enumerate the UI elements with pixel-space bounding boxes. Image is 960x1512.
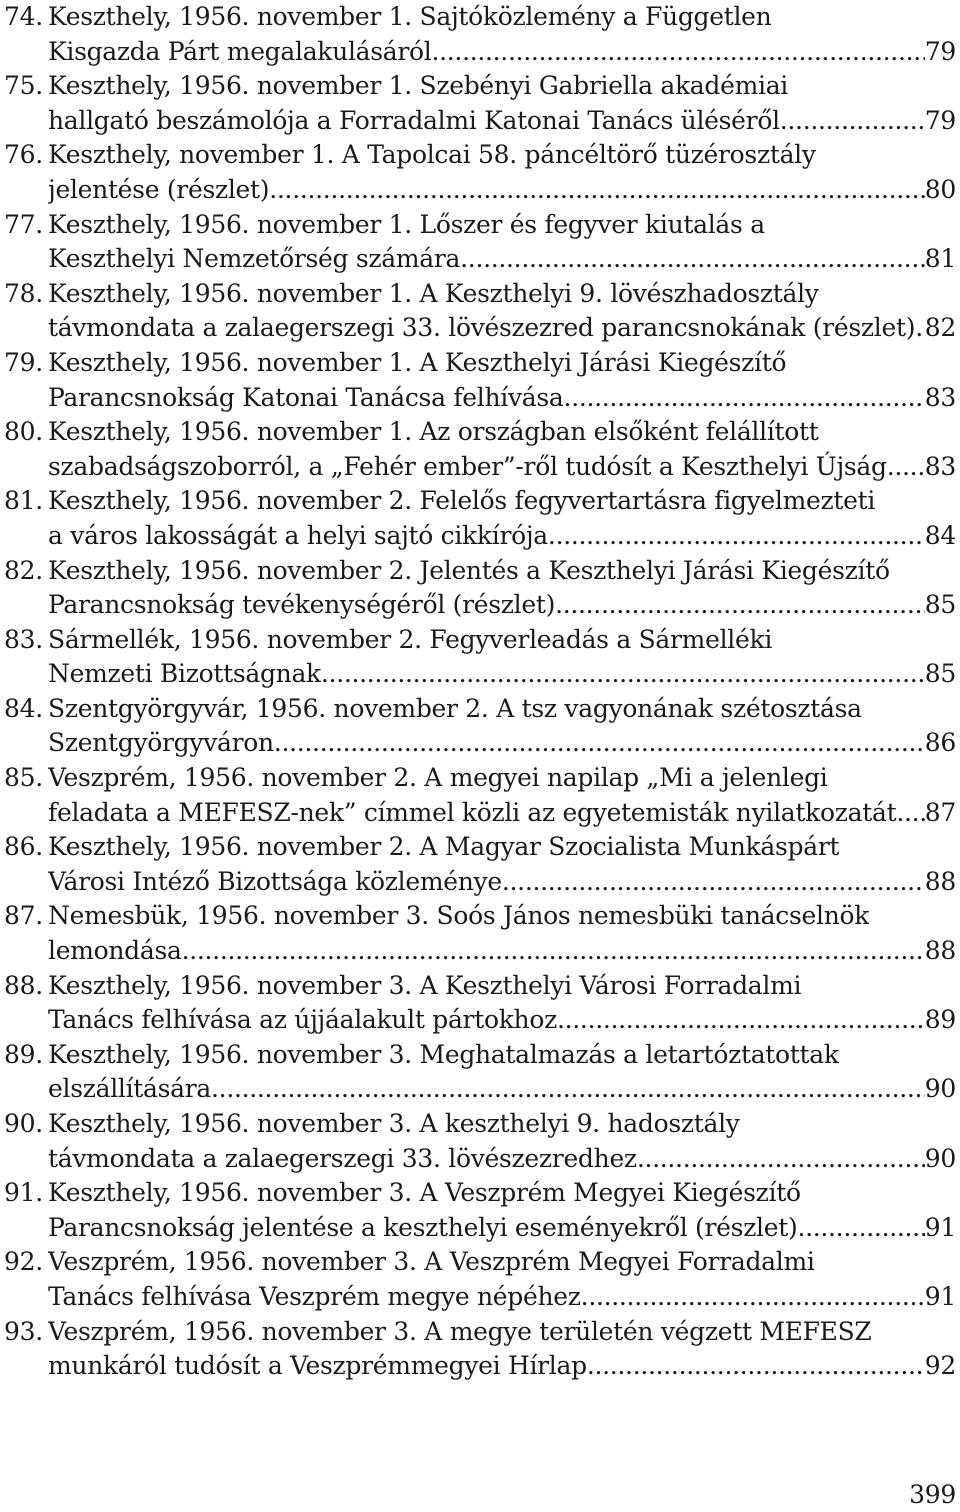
toc-entry-first-line xyxy=(4,277,956,312)
toc-entry-page: 81 xyxy=(924,244,956,274)
toc-leader-dots xyxy=(887,450,925,485)
toc-entry-second-line xyxy=(4,450,956,485)
toc-entry-title-line2: távmondata a zalaegerszegi 33. lövészezred parancsnokának (részlet) xyxy=(48,313,916,343)
toc-entry-title-line1: Veszprém, 1956. november 3. A Veszprém Megyei Forradalmi xyxy=(48,1247,815,1277)
toc-entry-number: 83. xyxy=(4,624,43,654)
toc-entry xyxy=(4,554,956,623)
toc-entry-page: 91 xyxy=(924,1212,956,1242)
toc-entry-second-line xyxy=(4,311,956,346)
toc-entry-first-line xyxy=(4,1038,956,1073)
toc-entry xyxy=(4,830,956,899)
toc-leader-dots xyxy=(557,1003,925,1038)
toc-entry-first-line xyxy=(4,1176,956,1211)
toc-entry xyxy=(4,1038,956,1107)
toc-entry-first-line xyxy=(4,899,956,934)
toc-leader-dots xyxy=(269,173,925,208)
toc-entry-number: 87. xyxy=(4,901,43,931)
toc-entry xyxy=(4,969,956,1038)
toc-entry-number: 86. xyxy=(4,832,43,862)
toc-entry-page: 86 xyxy=(924,728,956,758)
toc-entry-page: 83 xyxy=(924,451,956,481)
toc-entry-title-line1: Keszthely, 1956. november 3. Meghatalmazás a letartóztatottak xyxy=(48,1039,839,1069)
toc-entry-number: 92. xyxy=(4,1247,43,1277)
toc-entry-title-line2: szabadságszoborról, a „Fehér ember”-ről tudósít a Keszthelyi Újság xyxy=(48,451,887,481)
toc-entry-first-line xyxy=(4,69,956,104)
toc-entry-second-line xyxy=(4,865,956,900)
toc-entry-second-line xyxy=(4,1211,956,1246)
toc-leader-dots xyxy=(274,726,925,761)
toc-leader-dots xyxy=(431,35,924,70)
toc-entry-page: 90 xyxy=(924,1143,956,1173)
toc-entry-second-line xyxy=(4,1072,956,1107)
toc-leader-dots xyxy=(637,1142,925,1177)
toc-entry-second-line xyxy=(4,1003,956,1038)
toc-entry-number: 77. xyxy=(4,209,43,239)
toc-entry-page: 79 xyxy=(924,36,956,66)
toc-leader-dots xyxy=(797,1211,924,1246)
toc-entry-first-line xyxy=(4,138,956,173)
toc-entry-second-line xyxy=(4,381,956,416)
toc-entry xyxy=(4,277,956,346)
toc-entry-title-line2: Városi Intéző Bizottsága közleménye xyxy=(48,866,502,896)
table-of-contents xyxy=(4,0,956,1384)
toc-entry-second-line xyxy=(4,1142,956,1177)
toc-entry xyxy=(4,346,956,415)
toc-entry-first-line xyxy=(4,761,956,796)
toc-entry-number: 82. xyxy=(4,555,43,585)
toc-entry-second-line xyxy=(4,104,956,139)
toc-leader-dots xyxy=(321,657,925,692)
toc-entry-page: 84 xyxy=(924,520,956,550)
toc-leader-dots xyxy=(502,865,925,900)
toc-entry-title-line1: Veszprém, 1956. november 3. A megye területén végzett MEFESZ xyxy=(48,1316,872,1346)
toc-entry-number: 90. xyxy=(4,1109,43,1138)
toc-entry-page: 89 xyxy=(924,1005,956,1035)
toc-entry xyxy=(4,623,956,692)
toc-entry-second-line xyxy=(4,1280,956,1315)
toc-entry-title-line1: Keszthely, 1956. november 3. A Keszthelyi Városi Forradalmi xyxy=(48,970,802,1000)
toc-entry-first-line xyxy=(4,415,956,450)
toc-entry-title-line1: Veszprém, 1956. november 2. A megyei napilap „Mi a jelenlegi xyxy=(48,763,828,793)
toc-entry-title-line2: Szentgyörgyváron xyxy=(48,728,274,758)
toc-entry-second-line xyxy=(4,588,956,623)
toc-entry-title-line2: feladata a MEFESZ-nek” címmel közli az egyetemisták nyilatkozatát. xyxy=(48,797,904,827)
toc-entry-number: 75. xyxy=(4,71,43,101)
toc-entry-number: 81. xyxy=(4,486,43,516)
toc-entry-title-line2: jelentése (részlet) xyxy=(48,174,270,204)
toc-entry-second-line xyxy=(4,726,956,761)
toc-entry-page: 87 xyxy=(924,797,956,827)
toc-entry xyxy=(4,1107,956,1176)
toc-entry-number: 88. xyxy=(4,970,43,1000)
toc-entry-second-line xyxy=(4,242,956,277)
toc-entry-number: 85. xyxy=(4,763,43,793)
toc-entry-page: 82 xyxy=(924,313,956,343)
toc-entry-number: 80. xyxy=(4,417,43,447)
toc-entry-page: 79 xyxy=(924,105,956,135)
toc-entry-title-line1: Keszthely, november 1. A Tapolcai 58. páncéltörő tüzérosztály xyxy=(48,140,816,170)
toc-entry-title-line2: Kisgazda Párt megalakulásáról xyxy=(48,36,432,66)
toc-entry-second-line xyxy=(4,657,956,692)
toc-entry-title-line2: Parancsnokság Katonai Tanácsa felhívása xyxy=(48,382,564,412)
toc-entry-title-line2: Tanács felhívása az újjáalakult pártokhoz xyxy=(48,1005,557,1035)
toc-entry-page: 83 xyxy=(924,382,956,412)
toc-entry-number: 79. xyxy=(4,347,43,377)
toc-entry xyxy=(4,692,956,761)
toc-entry-number: 76. xyxy=(4,140,43,170)
toc-entry-first-line xyxy=(4,1315,956,1350)
toc-entry-first-line xyxy=(4,346,956,381)
toc-leader-dots xyxy=(555,588,925,623)
toc-entry-page: 92 xyxy=(924,1351,956,1381)
toc-entry-number: 78. xyxy=(4,278,43,308)
toc-entry-number: 93. xyxy=(4,1316,43,1346)
page-number: 399 xyxy=(909,1480,956,1509)
toc-entry-second-line xyxy=(4,519,956,554)
toc-entry-first-line xyxy=(4,1107,956,1142)
toc-entry-title-line2: hallgató beszámolója a Forradalmi Katonai Tanács üléséről xyxy=(48,105,780,135)
toc-entry-number: 91. xyxy=(4,1178,43,1208)
toc-entry xyxy=(4,1315,956,1384)
toc-entry xyxy=(4,0,956,69)
toc-entry-title-line2: Tanács felhívása Veszprém megye népéhez xyxy=(48,1281,581,1311)
toc-entry xyxy=(4,138,956,207)
toc-entry xyxy=(4,761,956,830)
toc-leader-dots xyxy=(548,519,925,554)
toc-entry-first-line xyxy=(4,623,956,658)
toc-entry-title-line2: elszállítására xyxy=(48,1074,212,1104)
toc-leader-dots xyxy=(904,796,925,831)
toc-entry-number: 84. xyxy=(4,693,43,723)
toc-entry-page: 85 xyxy=(924,590,956,620)
toc-entry-title-line2: a város lakosságát a helyi sajtó cikkírója xyxy=(48,520,548,550)
toc-leader-dots xyxy=(564,381,925,416)
toc-entry-number: 74. xyxy=(4,2,43,31)
toc-entry-first-line xyxy=(4,0,956,35)
toc-entry-title-line1: Keszthely, 1956. november 1. Sajtóközlemény a Független xyxy=(48,2,772,31)
toc-entry-title-line2: Parancsnokság jelentése a keszthelyi eseményekről (részlet) xyxy=(48,1212,798,1242)
toc-entry xyxy=(4,69,956,138)
toc-entry-first-line xyxy=(4,692,956,727)
toc-entry-title-line1: Keszthely, 1956. november 2. A Magyar Szocialista Munkáspárt xyxy=(48,832,840,862)
toc-entry-title-line1: Keszthely, 1956. november 2. Jelentés a Keszthelyi Járási Kiegészítő xyxy=(48,555,890,585)
toc-entry-second-line xyxy=(4,35,956,70)
toc-entry-page: 80 xyxy=(924,174,956,204)
toc-entry-title-line1: Keszthely, 1956. november 3. A keszthelyi 9. hadosztály xyxy=(48,1109,740,1138)
toc-entry-page: 90 xyxy=(924,1074,956,1104)
toc-entry-title-line1: Keszthely, 1956. november 1. A Keszthelyi 9. lövészhadosztály xyxy=(48,278,819,308)
toc-entry-page: 85 xyxy=(924,659,956,689)
toc-entry-page: 88 xyxy=(924,866,956,896)
toc-entry-title-line2: munkáról tudósít a Veszprémmegyei Hírlap xyxy=(48,1351,587,1381)
toc-entry-title-line2: távmondata a zalaegerszegi 33. lövészezredhez xyxy=(48,1143,637,1173)
toc-entry-title-line1: Keszthely, 1956. november 2. Felelős fegyvertartásra figyelmezteti xyxy=(48,486,876,516)
toc-entry-number: 89. xyxy=(4,1039,43,1069)
toc-entry-title-line1: Szentgyörgyvár, 1956. november 2. A tsz vagyonának szétosztása xyxy=(48,693,862,723)
toc-entry-page: 88 xyxy=(924,936,956,966)
toc-entry-first-line xyxy=(4,554,956,589)
toc-leader-dots xyxy=(915,311,925,346)
toc-leader-dots xyxy=(780,104,925,139)
toc-entry xyxy=(4,899,956,968)
toc-entry-title-line1: Keszthely, 1956. november 3. A Veszprém Megyei Kiegészítő xyxy=(48,1178,801,1208)
toc-entry-title-line2: Nemzeti Bizottságnak xyxy=(48,659,321,689)
toc-entry-second-line xyxy=(4,796,956,831)
toc-entry-second-line xyxy=(4,934,956,969)
toc-entry-second-line xyxy=(4,173,956,208)
toc-entry-first-line xyxy=(4,208,956,243)
toc-entry-title-line2: lemondása xyxy=(48,936,182,966)
toc-entry-title-line1: Keszthely, 1956. november 1. Szebényi Gabriella akadémiai xyxy=(48,71,789,101)
toc-entry-title-line1: Keszthely, 1956. november 1. Az országban elsőként felállított xyxy=(48,417,819,447)
toc-leader-dots xyxy=(587,1349,925,1384)
toc-entry-first-line xyxy=(4,830,956,865)
toc-entry-title-line2: Parancsnokság tevékenységéről (részlet) xyxy=(48,590,556,620)
toc-entry-title-line1: Nemesbük, 1956. november 3. Soós János nemesbüki tanácselnök xyxy=(48,901,870,931)
toc-entry-second-line xyxy=(4,1349,956,1384)
toc-entry-title-line1: Sármellék, 1956. november 2. Fegyverleadás a Sármelléki xyxy=(48,624,773,654)
toc-entry xyxy=(4,208,956,277)
toc-leader-dots xyxy=(460,242,925,277)
toc-leader-dots xyxy=(581,1280,925,1315)
toc-entry-title-line1: Keszthely, 1956. november 1. Lőszer és fegyver kiutalás a xyxy=(48,209,765,239)
toc-entry xyxy=(4,484,956,553)
toc-entry xyxy=(4,1245,956,1314)
toc-leader-dots xyxy=(211,1072,925,1107)
toc-entry xyxy=(4,415,956,484)
toc-entry-first-line xyxy=(4,969,956,1004)
toc-leader-dots xyxy=(182,934,925,969)
toc-entry-page: 91 xyxy=(924,1281,956,1311)
toc-entry xyxy=(4,1176,956,1245)
toc-entry-first-line xyxy=(4,484,956,519)
toc-entry-first-line xyxy=(4,1245,956,1280)
toc-entry-title-line2: Keszthelyi Nemzetőrség számára xyxy=(48,244,461,274)
toc-entry-title-line1: Keszthely, 1956. november 1. A Keszthelyi Járási Kiegészítő xyxy=(48,347,787,377)
